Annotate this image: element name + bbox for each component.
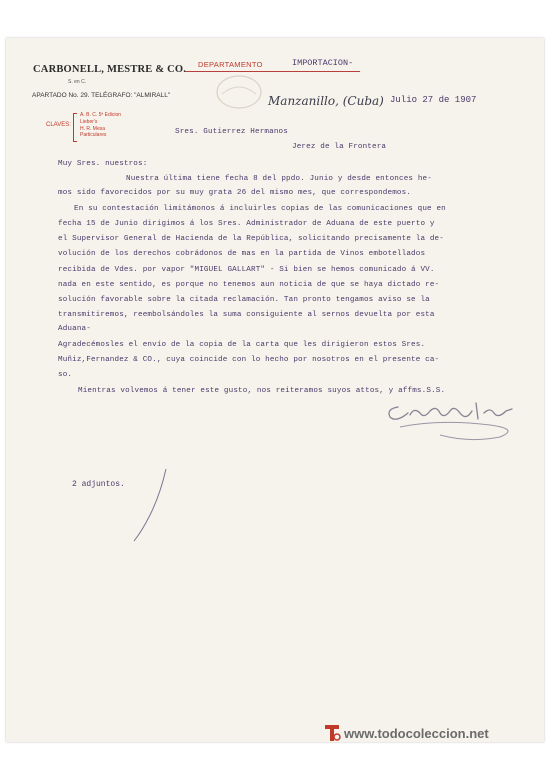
body-line: solución favorable sobre la citada reclamación. Tan pronto tengamos aviso se la	[58, 296, 430, 304]
body-line: nada en este sentido, es porque no tenemos aun noticia de que se haya dictado re-	[58, 281, 440, 289]
body-line: el Supervisor General de Hacienda de la República, solicitando precisamente la de-	[58, 235, 444, 243]
body-line: Muñiz,Fernandez & CO., cuya coincide con lo hecho por nosotros en el presente ca-	[58, 356, 440, 364]
department-underline	[185, 71, 360, 72]
recipient-location: Jerez de la Frontera	[292, 143, 387, 151]
handwritten-signature	[380, 395, 530, 445]
apartado-line: APARTADO No. 29. TELÉGRAFO: "ALMIRALL"	[32, 92, 171, 99]
company-name: CARBONELL, MESTRE & CO.	[33, 64, 187, 75]
pen-mark	[130, 465, 170, 545]
department-value: IMPORTACION-	[292, 58, 354, 68]
department-label: DEPARTAMENTO	[198, 60, 263, 69]
claves-list	[80, 112, 121, 139]
closing-line: Mientras volvemos á tener este gusto, nos reiteramos suyos attos, y affms.S.S.	[78, 387, 446, 395]
body-line: fecha 15 de Junio dirigimos á los Sres. Administrador de Aduana de este puerto y	[58, 220, 435, 228]
clave-item: A. B. C. 5ª Edicion	[80, 112, 122, 118]
letter-date: Julio 27 de 1907	[390, 95, 477, 105]
recipient-name: Sres. Gutierrez Hermanos	[175, 128, 288, 136]
salutation: Muy Sres. nuestros:	[58, 160, 148, 168]
place-handwritten: Manzanillo, (Cuba)	[268, 94, 384, 108]
enclosures-note: 2 adjuntos.	[72, 480, 125, 489]
faded-stamp	[214, 72, 264, 112]
claves-label: CLAVES:	[46, 122, 71, 128]
clave-item: H. R. Mesa	[80, 125, 106, 132]
body-line: recibida de Vdes. por vapor "MIGUEL GALLART" - Si bien se hemos comunicado á VV.	[58, 266, 435, 274]
clave-item: Particulares	[80, 132, 107, 139]
body-line: Agradecémosles el envío de la copia de la carta que les dirigieron estos Sres.	[58, 341, 426, 349]
body-line: so.	[58, 371, 73, 379]
body-line: transmitiremos, reembolsándoles la suma consiguiente al sernos devuelta por esta	[58, 311, 435, 319]
company-subtitle: S. en C.	[68, 79, 87, 85]
body-line: Nuestra última tiene fecha 8 del ppdo. Junio y desde entonces he-	[126, 175, 432, 183]
clave-item: Lieber's	[80, 118, 98, 125]
body-line: Aduana-	[58, 325, 91, 333]
body-line: mos sido favorecidos por su muy grata 26 del mismo mes, que correspondemos.	[58, 189, 412, 197]
claves-bracket	[73, 113, 77, 142]
watermark-text: www.todocoleccion.net	[344, 726, 489, 741]
body-line: En su contestación limitámonos á incluirles copias de las comunicaciones que en	[74, 205, 446, 213]
body-line: volución de los derechos cobrádonos de mas en la partida de Vinos embotellados	[58, 250, 426, 258]
todocoleccion-logo-icon	[322, 721, 342, 743]
